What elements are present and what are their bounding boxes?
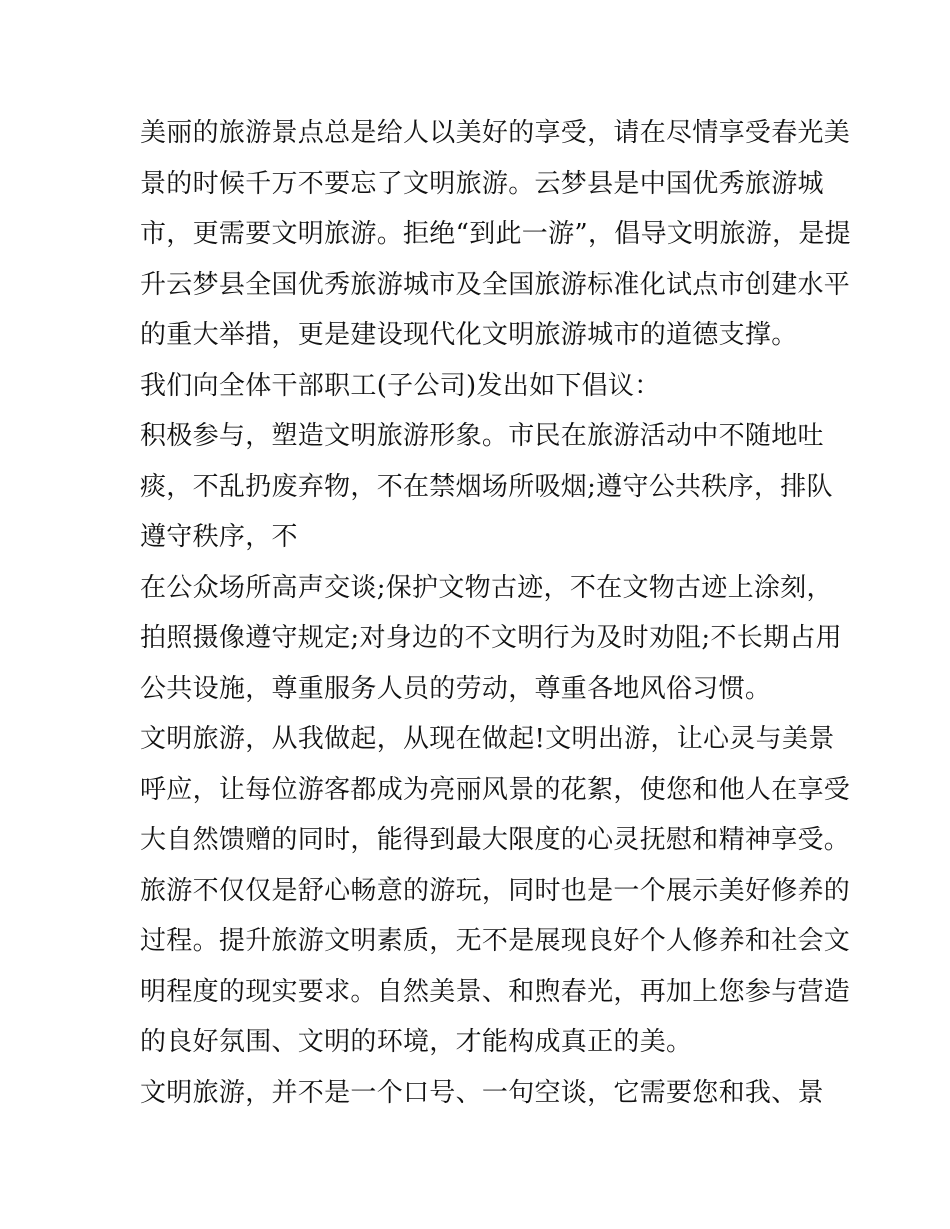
- text-line: 文明旅游，从我做起，从现在做起!文明出游，让心灵与美景: [140, 724, 835, 754]
- text-line: 我们向全体干部职工(子公司)发出如下倡议：: [140, 370, 661, 401]
- text-line: 景的时候千万不要忘了文明旅游。云梦县是中国优秀旅游城: [140, 168, 824, 199]
- text-line: 积极参与，塑造文明旅游形象。市民在旅游活动中不随地吐: [140, 421, 824, 451]
- text-line: 的重大举措，更是建设现代化文明旅游城市的道德支撑。: [140, 320, 798, 350]
- text-line: 市，更需要文明旅游。拒绝“到此一游”，倡导文明旅游，是提: [140, 219, 851, 249]
- text-line: 美丽的旅游景点总是给人以美好的享受，请在尽情享受春光美: [140, 118, 851, 148]
- text-line: 拍照摄像遵守规定;对身边的不文明行为及时劝阻;不长期占用: [140, 623, 842, 653]
- text-line: 升云梦县全国优秀旅游城市及全国旅游标准化试点市创建水平: [140, 269, 851, 300]
- text-line: 旅游不仅仅是舒心畅意的游玩，同时也是一个展示美好修养的: [140, 875, 851, 906]
- text-line: 过程。提升旅游文明素质，无不是展现良好个人修养和社会文: [140, 926, 851, 956]
- text-line: 大自然馈赠的同时，能得到最大限度的心灵抚慰和精神享受。: [140, 825, 851, 855]
- text-line: 遵守秩序，不: [140, 522, 298, 552]
- body-text: [140, 108, 851, 1118]
- text-line: 在公众场所高声交谈;保护文物古迹，不在文物古迹上涂刻，: [140, 572, 833, 603]
- text-line: 痰，不乱扔废弃物，不在禁烟场所吸烟;遵守公共秩序，排队: [140, 471, 833, 502]
- text-line: 文明旅游，并不是一个口号、一句空谈，它需要您和我、景: [140, 1077, 824, 1108]
- text-line: 呼应，让每位游客都成为亮丽风景的花絮，使您和他人在享受: [140, 774, 851, 805]
- text-line: 明程度的现实要求。自然美景、和煦春光，再加上您参与营造: [140, 976, 851, 1007]
- text-line: 公共设施，尊重服务人员的劳动，尊重各地风俗习惯。: [140, 673, 772, 704]
- text-line: 的良好氛围、文明的环境，才能构成真正的美。: [140, 1027, 693, 1057]
